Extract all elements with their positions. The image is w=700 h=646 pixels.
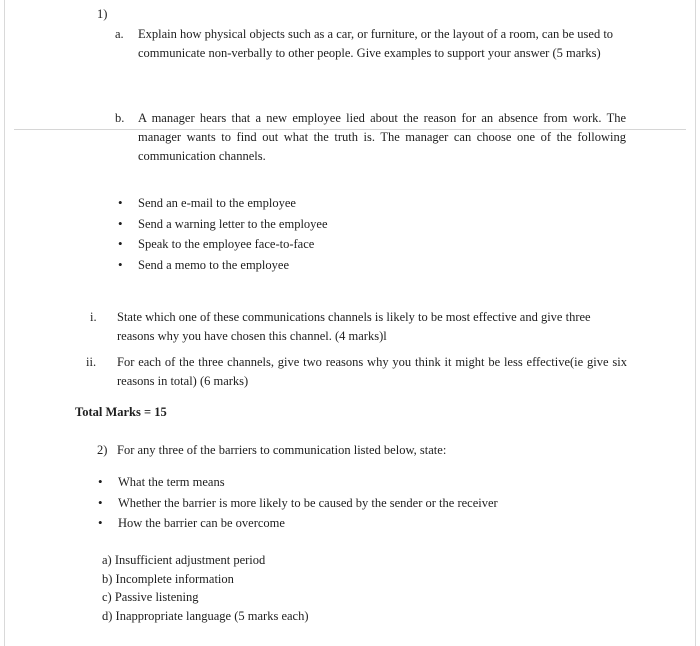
sub-question-i-text: State which one of these communications channels is likely to be most effective and give three reasons why you have chosen this channel. (4 marks)l — [117, 310, 591, 343]
list-item: • What the term means — [98, 472, 498, 493]
list-item: • Whether the barrier is more likely to be caused by the sender or the receiver — [98, 493, 498, 514]
channel-list — [118, 193, 328, 275]
sub-question-ii-label: ii. — [86, 355, 97, 369]
part-b-label: b. — [115, 111, 125, 125]
part-a-label: a. — [115, 27, 124, 41]
part-a-text: Explain how physical objects such as a car, or furniture, or the layout of a room, can be used to communicate non-verbally to other people. Give examples to support your answer (5 marks) — [138, 27, 614, 60]
part-b-text: A manager hears that a new employee lied about the reason for an absence from work. The manager wants to find out what the truth is. The manager can choose one of the following communication channels. — [138, 111, 626, 163]
page-edge-right — [695, 0, 696, 646]
barrier-item: a) Insufficient adjustment period — [102, 553, 266, 567]
page-edge-left — [4, 0, 5, 646]
barriers-list — [102, 551, 309, 625]
total-marks: Total Marks = 15 — [75, 405, 167, 419]
barrier-points-list — [98, 472, 498, 534]
list-item: • Speak to the employee face-to-face — [118, 234, 328, 255]
question-2-number: 2) — [97, 443, 108, 457]
barrier-item: d) Inappropriate language (5 marks each) — [102, 608, 309, 623]
barrier-item: c) Passive listening — [102, 590, 199, 604]
sub-question-ii-text: For each of the three channels, give two reasons why you think it might be less effective(ie give six reasons in total) (6 marks) — [117, 355, 627, 388]
list-item: • Send a memo to the employee — [118, 255, 328, 276]
question-1-number: 1) — [97, 7, 108, 21]
list-item: • Send an e-mail to the employee — [118, 193, 328, 214]
list-item: • Send a warning letter to the employee — [118, 214, 328, 235]
question-2-intro: For any three of the barriers to communication listed below, state: — [117, 443, 447, 457]
list-item: • How the barrier can be overcome — [98, 513, 498, 534]
sub-question-i-label: i. — [90, 310, 97, 324]
barrier-item: b) Incomplete information — [102, 571, 234, 586]
